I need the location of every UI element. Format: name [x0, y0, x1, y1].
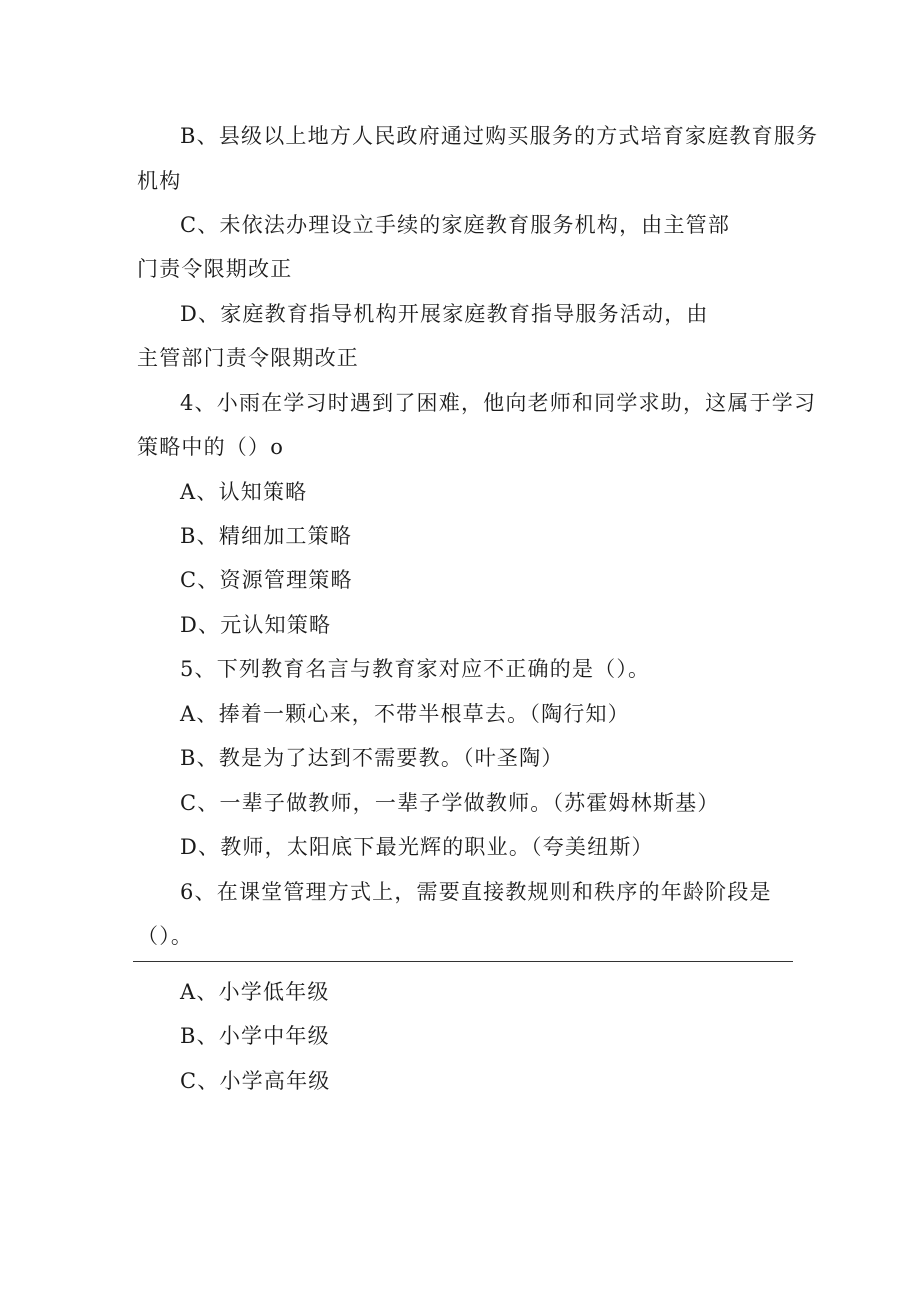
- q3-option-d-line1: D、家庭教育指导机构开展家庭教育指导服务活动，由: [180, 302, 709, 326]
- q6-stem-line1: 6、在课堂管理方式上，需要直接教规则和秩序的年龄阶段是: [180, 880, 772, 904]
- q4-option-d: D、元认知策略: [180, 613, 332, 637]
- q5-option-a: A、捧着一颗心来，不带半根草去。（陶行知）: [180, 702, 630, 726]
- q4-stem-line1: 4、小雨在学习时遇到了困难，他向老师和同学求助，这属于学习: [180, 391, 817, 415]
- q3-option-b-line1: B、县级以上地方人民政府通过购买服务的方式培育家庭教育服务: [180, 124, 819, 148]
- q3-option-d-line2: 主管部门责令限期改正: [137, 346, 359, 370]
- q6-option-c: C、小学高年级: [180, 1069, 331, 1093]
- q3-option-c-line1: C、未依法办理设立手续的家庭教育服务机构，由主管部: [180, 213, 731, 237]
- page-divider: [133, 961, 793, 962]
- q6-option-a: A、小学低年级: [180, 980, 330, 1004]
- q6-option-b: B、小学中年级: [180, 1024, 330, 1048]
- q3-option-b-line2: 机构: [137, 169, 182, 193]
- q4-stem-line2: 策略中的（）o: [137, 435, 285, 459]
- q3-option-c-line2: 门责令限期改正: [137, 257, 293, 281]
- q4-option-b: B、精细加工策略: [180, 524, 353, 548]
- q5-option-c: C、一辈子做教师，一辈子学做教师。（苏霍姆林斯基）: [180, 791, 720, 815]
- q5-option-b: B、教是为了达到不需要教。（叶圣陶）: [180, 746, 564, 770]
- q5-stem: 5、下列教育名言与教育家对应不正确的是（）。: [180, 657, 651, 681]
- q4-option-c: C、资源管理策略: [180, 568, 353, 592]
- q5-option-d: D、教师，太阳底下最光辉的职业。（夸美纽斯）: [180, 835, 654, 859]
- q6-stem-line2: （）。: [137, 924, 194, 948]
- q4-option-a: A、认知策略: [180, 480, 308, 504]
